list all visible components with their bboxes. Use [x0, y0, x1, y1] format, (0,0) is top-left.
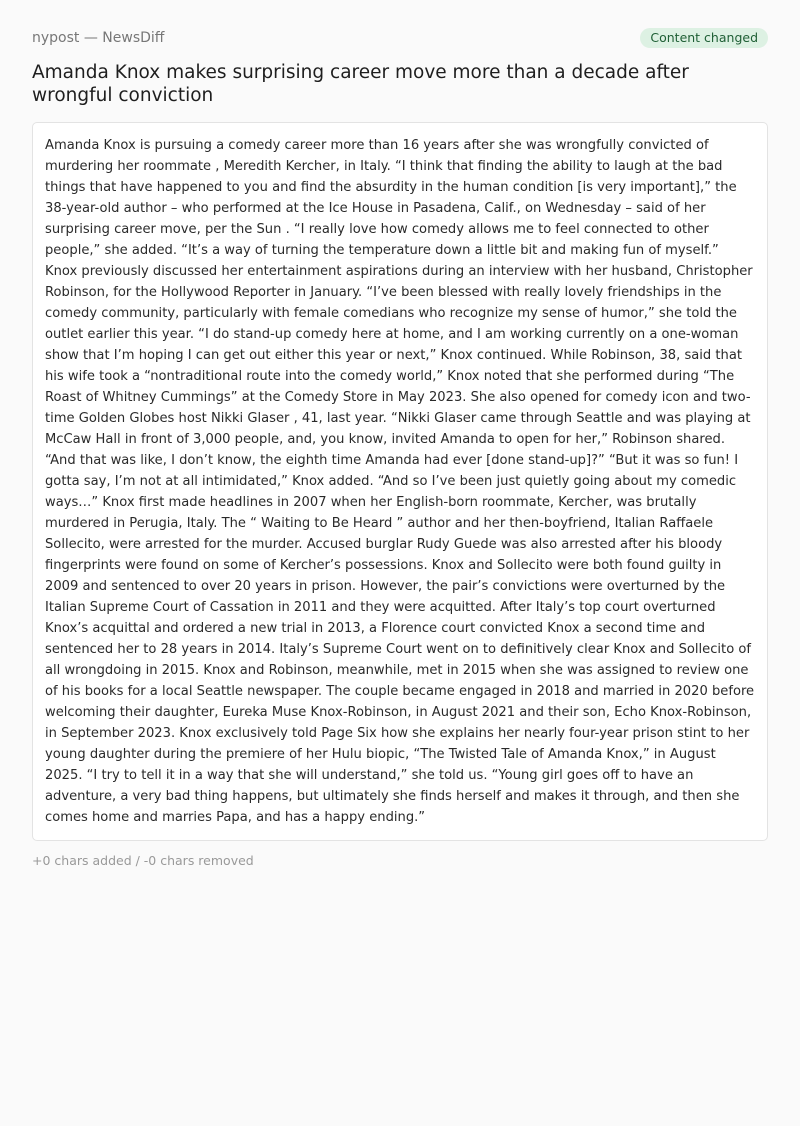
source-label: nypost — NewsDiff — [32, 30, 165, 46]
article-title: Amanda Knox makes surprising career move more than a decade after wrongful conviction — [32, 62, 689, 106]
header — [32, 28, 768, 48]
article-body: Amanda Knox is pursuing a comedy career more than 16 years after she was wrongfully convicted of murdering her roommate , Meredith Kercher, in Italy. “I think that finding the ability to laugh at the bad things that have happened to you and find the absurdity in the human condition [is very important],” the 38-year-old author – who performed at the Ice House in Pasadena, Calif., on Wednesday – said of her surprising career move, per the Sun . “I really love how comedy allows me to feel connected to other people,” she added. “It’s a way of turning the temperature down a little bit and making fun of myself.” Knox previously discussed her entertainment aspirations during an interview with her husband, Christopher Robinson, for the Hollywood Reporter in January. “I’ve been blessed with really lovely friendships in the comedy community, particularly with female comedians who recognize my sense of humor,” she told the outlet earlier this year. “I do stand-up comedy here at home, and I am working currently on a one-woman show that I’m hoping I can get out either this year or next,” Knox continued. While Robinson, 38, said that his wife took a “nontraditional route into the comedy world,” Knox noted that she performed during “The Roast of Whitney Cummings” at the Comedy Store in May 2023. She also opened for comedy icon and two-time Golden Globes host Nikki Glaser , 41, last year. “Nikki Glaser came through Seattle and was playing at McCaw Hall in front of 3,000 people, and, you know, invited Amanda to open for her,” Robinson shared. “And that was like, I don’t know, the eighth time Amanda had ever [done stand-up]?” “But it was so fun! I gotta say, I’m not at all intimidated,” Knox added. “And so I’ve been just quietly going about my comedic ways…” Knox first made headlines in 2007 when her English-born roommate, Kercher, was brutally murdered in Perugia, Italy. The “ Waiting to Be Heard ” author and her then-boyfriend, Italian Raffaele Sollecito, were arrested for the murder. Accused burglar Rudy Guede was also arrested after his bloody fingerprints were found on some of Kercher’s possessions. Knox and Sollecito were both found guilty in 2009 and sentenced to over 20 years in prison. However, the pair’s convictions were overturned by the Italian Supreme Court of Cassation in 2011 and they were acquitted. After Italy’s top court overturned Knox’s acquittal and ordered a new trial in 2013, a Florence court convicted Knox a second time and sentenced her to 28 years in 2014. Italy’s Supreme Court went on to definitively clear Knox and Sollecito of all wrongdoing in 2015. Knox and Robinson, meanwhile, met in 2015 when she was assigned to review one of his books for a local Seattle newspaper. The couple became engaged in 2018 and married in 2020 before welcoming their daughter, Eureka Muse Knox-Robinson, in August 2021 and their son, Echo Knox-Robinson, in September 2023. Knox exclusively told Page Six how she explains her nearly four-year prison stint to her young daughter during the premiere of her Hulu biopic, “The Twisted Tale of Amanda Knox,” in August 2025. “I try to tell it in a way that she will understand,” she told us. “Young girl goes off to have an adventure, a very bad thing happens, but ultimately she finds herself and makes it through, and then she comes home and marries Papa, and has a happy ending.” — [45, 138, 755, 825]
diff-summary: +0 chars added / -0 chars removed — [32, 853, 254, 868]
article-content-box — [32, 122, 768, 841]
status-badge: Content changed — [640, 28, 768, 48]
